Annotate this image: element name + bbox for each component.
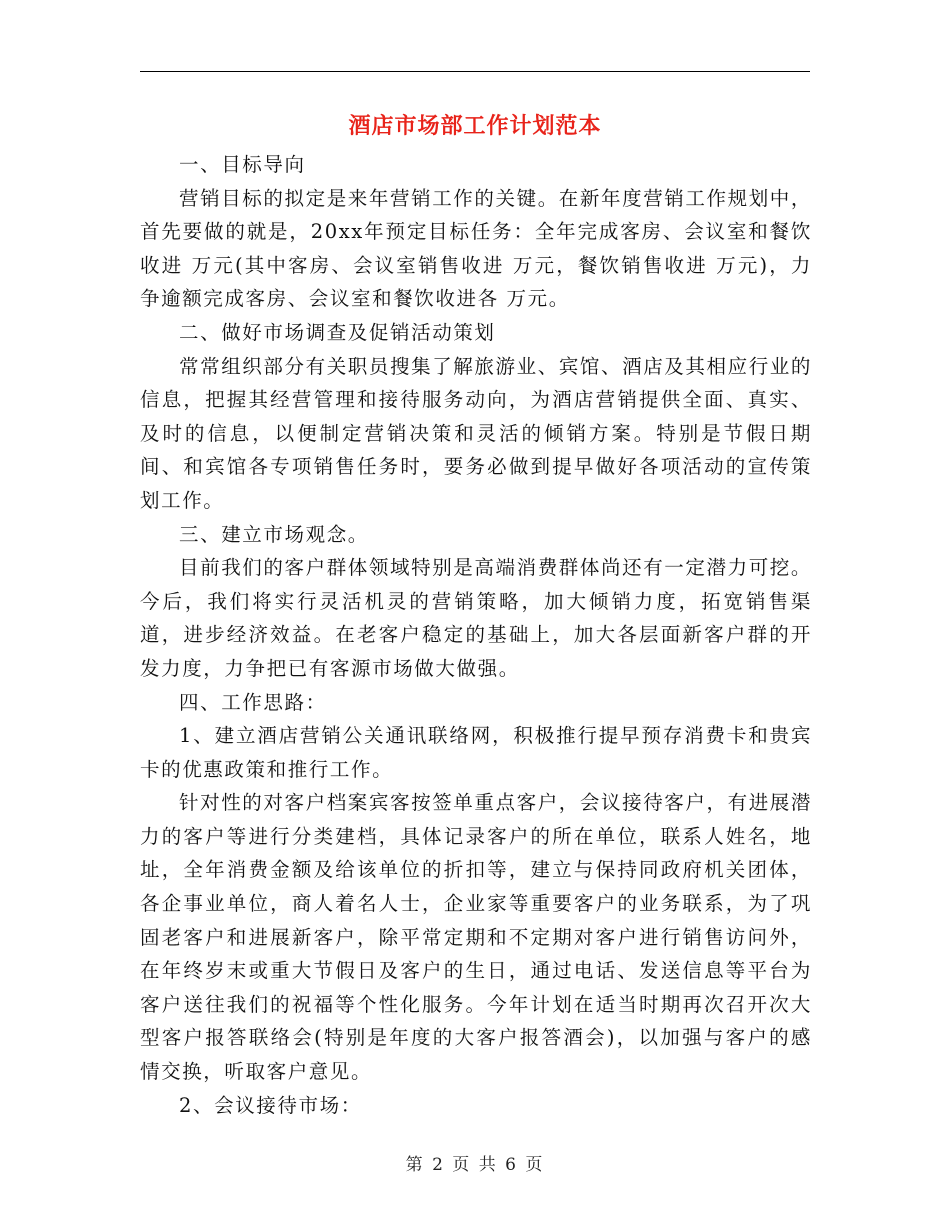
heading-conference-market: 2、会议接待市场：: [179, 1093, 362, 1117]
paragraph-contact-network: 1、建立酒店营销公关通讯联络网，积极推行提早预存消费卡和贵宾卡的优惠政策和推行工作。: [140, 724, 812, 781]
header-rule: [140, 71, 810, 72]
heading-work-approach: 四、工作思路：: [179, 690, 327, 714]
paragraph-marketing-goal: 营销目标的拟定是来年营销工作的关键。在新年度营销工作规划中，首先要做的就是，20xx年预定目标任务：全年完成客房、会议室和餐饮收进 万元(其中客房、会议室销售收进 万元，餐饮销售收进 万元)，力争逾额完成客房、会议室和餐饮收进各 万元。: [140, 186, 813, 311]
paragraph-market-concept: 目前我们的客户群体领域特别是高端消费群体尚还有一定潜力可挖。今后，我们将实行灵活机灵的营销策略，加大倾销力度，拓宽销售渠道，进步经济效益。在老客户稳定的基础上，加大各层面新客户群的开发力度，力争把已有客源市场做大做强。: [140, 556, 813, 680]
paragraph-market-research: 常常组织部分有关职员搜集了解旅游业、宾馆、酒店及其相应行业的信息，把握其经营管理和接待服务动向，为酒店营销提供全面、真实、及时的信息，以便制定营销决策和灵活的倾销方案。特别是节假日期间、和宾馆各专项销售任务时，要务必做到提早做好各项活动的宣传策划工作。: [140, 354, 813, 512]
document-title: 酒店市场部工作计划范本: [348, 113, 602, 139]
page-number-footer: 第 2 页 共 6 页: [405, 1155, 545, 1175]
heading-market-research: 二、做好市场调查及促销活动策划: [179, 320, 496, 344]
document-body: [140, 148, 812, 1122]
paragraph-customer-archives: 针对性的对客户档案宾客按签单重点客户，会议接待客户，有进展潜力的客户等进行分类建档，具体记录客户的所在单位，联系人姓名，地址，全年消费金额及给该单位的折扣等，建立与保持同政府机关团体，各企事业单位，商人着名人士，企业家等重要客户的业务联系，为了巩固老客户和进展新客户，除平常定期和不定期对客户进行销售访问外，在年终岁末或重大节假日及客户的生日，通过电话、发送信息等平台为客户送往我们的祝福等个性化服务。今年计划在适当时期再次召开次大型客户报答联络会(特别是年度的大客户报答酒会)，以加强与客户的感情交换，听取客户意见。: [140, 791, 813, 1084]
heading-market-concept: 三、建立市场观念。: [179, 522, 369, 546]
heading-goal-orientation: 一、目标导向: [179, 153, 306, 176]
